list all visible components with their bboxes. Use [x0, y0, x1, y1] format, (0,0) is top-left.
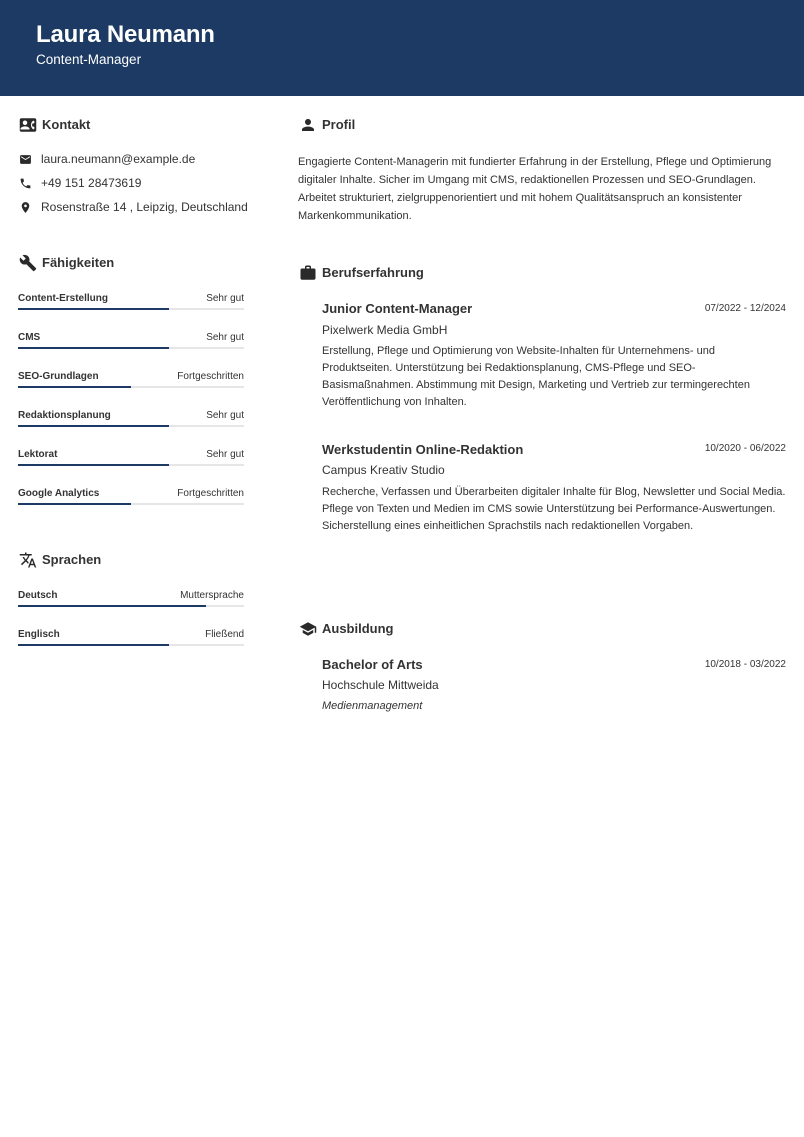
- section-title-contact: [18, 115, 90, 134]
- contact-phone: [18, 176, 141, 190]
- skill-bar-track: [18, 308, 244, 310]
- contact-email-value[interactable]: laura.neumann@example.de: [41, 152, 196, 166]
- language-bar-track: [18, 605, 244, 607]
- location-pin-icon: [18, 200, 32, 214]
- job-date: 10/2020 - 06/2022: [704, 443, 786, 454]
- skill-label: Lektorat: [18, 449, 58, 460]
- education-degree: Bachelor of Arts: [322, 657, 423, 672]
- header-banner: [0, 0, 804, 96]
- email-icon: [18, 152, 32, 166]
- skill-row: [18, 410, 244, 432]
- skill-level: Fortgeschritten: [177, 371, 244, 382]
- graduation-cap-icon: [298, 619, 317, 638]
- skill-level: Sehr gut: [206, 410, 244, 421]
- skill-level: Sehr gut: [206, 293, 244, 304]
- language-level: Muttersprache: [180, 590, 244, 601]
- skill-bar-track: [18, 425, 244, 427]
- person-name: Laura Neumann: [36, 21, 215, 48]
- language-level: Fließend: [205, 629, 244, 640]
- skill-level: Sehr gut: [206, 332, 244, 343]
- job-title: Junior Content-Manager: [322, 301, 473, 316]
- contact-email: [18, 152, 195, 166]
- skill-row: [18, 293, 244, 315]
- skill-bar-fill: [18, 347, 169, 349]
- contact-card-icon: [18, 115, 37, 134]
- language-row: [18, 629, 244, 651]
- language-bar-fill: [18, 644, 169, 646]
- section-title-education: [298, 619, 394, 638]
- skill-bar-fill: [18, 425, 169, 427]
- skill-level: Fortgeschritten: [177, 488, 244, 499]
- contact-phone-value: +49 151 28473619: [41, 176, 142, 190]
- briefcase-icon: [298, 263, 317, 282]
- section-title-education-label: Ausbildung: [322, 621, 394, 636]
- skill-bar-track: [18, 347, 244, 349]
- language-label: Englisch: [18, 629, 60, 640]
- person-icon: [298, 115, 317, 134]
- language-row: [18, 590, 244, 612]
- job-company: Pixelwerk Media GmbH: [322, 323, 448, 337]
- section-title-profile-label: Profil: [322, 117, 356, 132]
- section-title-contact-label: Kontakt: [42, 117, 91, 132]
- contact-address: [18, 200, 248, 214]
- section-title-experience: [298, 263, 424, 282]
- skill-bar-fill: [18, 386, 131, 388]
- profile-text: Engagierte Content-Managerin mit fundierter Erfahrung in der Erstellung, Pflege und Optimierung digitaler Inhalte. Sicher im Umgang mit CMS, redaktionellen Prozessen und SEO-Grundlagen. Arbeitet strukturiert, zielgruppenorientiert und mit hohem Qualitätsanspruch an konsistenter Markenkommunikation.: [298, 156, 772, 222]
- education-date: 10/2018 - 03/2022: [704, 659, 786, 670]
- contact-address-value: Rosenstraße 14 , Leipzig, Deutschland: [41, 200, 248, 214]
- skill-label: CMS: [18, 332, 41, 343]
- skill-bar-track: [18, 464, 244, 466]
- section-title-languages-label: Sprachen: [42, 552, 102, 567]
- job-description: Recherche, Verfassen und Überarbeiten digitaler Inhalte für Blog, Newsletter und Social Media. Pflege von Texten und Medien im CMS sowie Unterstützung bei Performance-Auswertungen. Sicherstellung eines einheitlichen Sprachstils nach redaktionellen Vorgaben.: [322, 486, 786, 532]
- skill-bar-track: [18, 386, 244, 388]
- skill-level: Sehr gut: [206, 449, 244, 460]
- education-school: Hochschule Mittweida: [322, 678, 439, 692]
- section-title-languages: [18, 550, 101, 569]
- wrench-icon: [18, 253, 37, 272]
- skill-bar-fill: [18, 503, 131, 505]
- education-field: Medienmanagement: [322, 700, 423, 712]
- section-title-experience-label: Berufserfahrung: [322, 265, 424, 280]
- skill-row: [18, 332, 244, 354]
- skill-label: Google Analytics: [18, 488, 100, 499]
- skill-label: Redaktionsplanung: [18, 410, 111, 421]
- skill-row: [18, 488, 244, 510]
- skill-bar-track: [18, 503, 244, 505]
- skill-row: [18, 371, 244, 393]
- job-company: Campus Kreativ Studio: [322, 463, 445, 477]
- skill-label: SEO-Grundlagen: [18, 371, 99, 382]
- language-bar-track: [18, 644, 244, 646]
- skill-bar-fill: [18, 308, 169, 310]
- section-title-profile: [298, 115, 355, 134]
- skill-bar-fill: [18, 464, 169, 466]
- translate-icon: [18, 550, 37, 569]
- job-title: Werkstudentin Online-Redaktion: [322, 442, 524, 457]
- phone-icon: [18, 176, 32, 190]
- language-label: Deutsch: [18, 590, 58, 601]
- person-role: Content-Manager: [36, 52, 142, 67]
- skill-label: Content-Erstellung: [18, 293, 108, 304]
- job-date: 07/2022 - 12/2024: [704, 303, 786, 314]
- job-description: Erstellung, Pflege und Optimierung von Website-Inhalten für Unternehmens- und Produktseiten. Unterstützung bei Redaktionsplanung, CMS-Pflege und SEO-Basismaßnahmen. Abstimmung mit Design, Marketing und Vertrieb zur termingerechten Veröffentlichung von Inhalten.: [322, 345, 750, 408]
- section-title-skills: [18, 253, 114, 272]
- language-bar-fill: [18, 605, 206, 607]
- section-title-skills-label: Fähigkeiten: [42, 255, 115, 270]
- skill-row: [18, 449, 244, 471]
